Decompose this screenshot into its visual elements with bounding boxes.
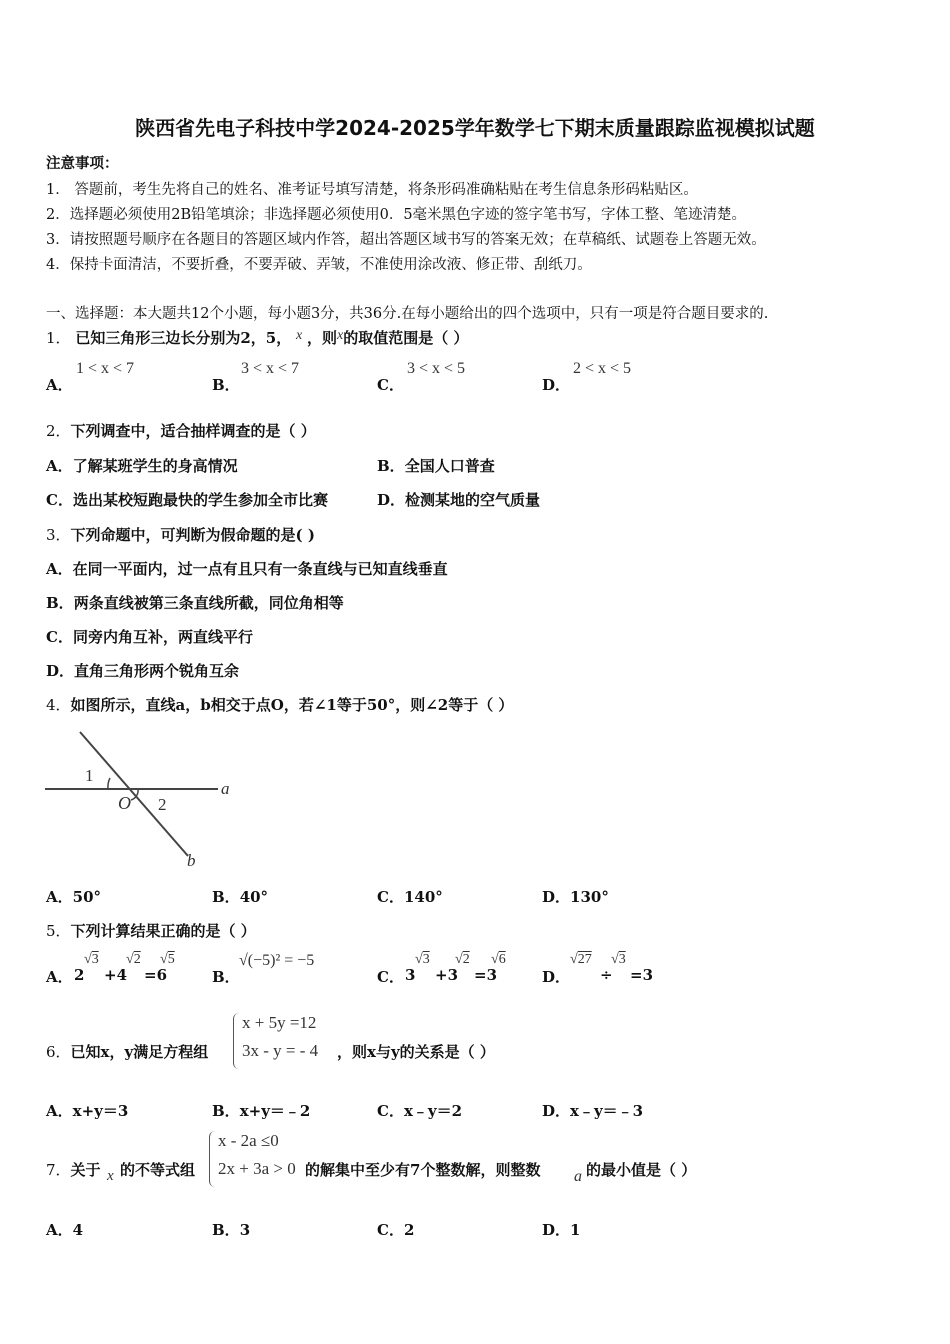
question-text: 的解集中至少有7个整数解，则整数 bbox=[305, 1161, 541, 1179]
question-number: 2． bbox=[46, 422, 71, 440]
question-3 bbox=[46, 524, 315, 545]
option-a: A．50° bbox=[46, 888, 102, 906]
option-b: B．40° bbox=[212, 888, 269, 906]
option-letter: A． bbox=[46, 968, 73, 986]
line-a-label: a bbox=[221, 779, 230, 798]
question-text: ，则x与y的关系是（ ） bbox=[337, 1043, 495, 1061]
point-o-label: O bbox=[118, 793, 131, 813]
question-text: 下列调查中，适合抽样调查的是（ ） bbox=[70, 422, 316, 440]
option-c: C．140° bbox=[377, 888, 443, 906]
option-letter: B． bbox=[212, 376, 240, 394]
question-text: 的取值范围是（ ） bbox=[343, 329, 469, 347]
question-text: 的最小值是（ ） bbox=[586, 1161, 697, 1179]
question-number: 7． bbox=[46, 1161, 71, 1179]
result: =3 bbox=[474, 966, 498, 984]
angle-1-label: 1 bbox=[85, 766, 94, 785]
question-number: 5． bbox=[46, 922, 71, 940]
option-expr: 3 < x < 7 bbox=[241, 360, 300, 377]
equation-system bbox=[233, 1013, 334, 1069]
option-a: A．在同一平面内，过一点有且只有一条直线与已知直线垂直 bbox=[46, 560, 448, 578]
question-text: 关于 bbox=[70, 1161, 101, 1179]
option-c: C．x﹣y＝2 bbox=[377, 1102, 463, 1120]
option-d: D．1 bbox=[542, 1221, 581, 1239]
option-d: D．x﹣y＝﹣3 bbox=[542, 1102, 644, 1120]
option-expr: 2 < x < 5 bbox=[573, 360, 632, 377]
sqrt-expr: √3 bbox=[611, 952, 626, 967]
option-letter: D． bbox=[542, 968, 571, 986]
option-b: B．全国人口普查 bbox=[377, 457, 495, 475]
angle-1-arc bbox=[108, 778, 110, 789]
question-number: 3． bbox=[46, 526, 71, 544]
question-number: 6． bbox=[46, 1043, 71, 1061]
option-d: D．130° bbox=[542, 888, 609, 906]
option-a: A．x+y＝3 bbox=[46, 1102, 129, 1120]
question-number: 4． bbox=[46, 696, 71, 714]
option-letter: B． bbox=[212, 968, 240, 986]
coefficient: 3 bbox=[405, 966, 416, 984]
question-6 bbox=[46, 1041, 208, 1062]
option-letter: D． bbox=[542, 376, 571, 394]
option-d: D．直角三角形两个锐角互余 bbox=[46, 662, 240, 680]
option-b: B．3 bbox=[212, 1221, 251, 1239]
option-letter: C． bbox=[377, 376, 404, 394]
equation-2: 3x - y = - 4 bbox=[242, 1041, 319, 1060]
question-number: 1． bbox=[46, 329, 71, 347]
option-b: B．两条直线被第三条直线所截，同位角相等 bbox=[46, 594, 344, 612]
option-letter: C． bbox=[377, 968, 404, 986]
variable-a: a bbox=[574, 1168, 582, 1185]
inequality-2: 2x + 3a > 0 bbox=[218, 1159, 296, 1178]
operator: +3 bbox=[435, 966, 459, 984]
sqrt-expr: √2 bbox=[126, 952, 141, 967]
question-7 bbox=[46, 1159, 101, 1180]
result: =6 bbox=[144, 966, 168, 984]
sqrt-expr: √2 bbox=[455, 952, 470, 967]
option-letter: A． bbox=[46, 376, 73, 394]
intersecting-lines-figure bbox=[40, 728, 240, 870]
notice-item: 3．请按照题号顺序在各题目的答题区域内作答，超出答题区域书写的答案无效；在草稿纸、试题卷上答题无效。 bbox=[46, 232, 766, 248]
notice-heading: 注意事项： bbox=[46, 155, 119, 172]
option-c: C．2 bbox=[377, 1221, 415, 1239]
result: =3 bbox=[630, 966, 654, 984]
option-expr: √(−5)² = −5 bbox=[239, 952, 315, 969]
question-text: 已知三角形三边长分别为2，5， bbox=[75, 329, 292, 347]
question-1 bbox=[46, 327, 468, 348]
option-c: C．选出某校短跑最快的学生参加全市比赛 bbox=[46, 491, 328, 509]
sqrt-expr: √5 bbox=[160, 952, 175, 967]
operator: +4 bbox=[104, 966, 128, 984]
question-text: 已知x，y满足方程组 bbox=[70, 1043, 209, 1061]
page-title: 陕西省先电子科技中学2024-2025学年数学七下期末质量跟踪监视模拟试题 bbox=[135, 116, 815, 140]
option-c: C．同旁内角互补，两直线平行 bbox=[46, 628, 253, 646]
variable-x: x bbox=[337, 328, 344, 343]
sqrt-expr: √27 bbox=[570, 952, 592, 967]
question-text: 下列命题中，可判断为假命题的是( ) bbox=[70, 526, 315, 544]
line-b bbox=[80, 732, 188, 856]
question-text: 下列计算结果正确的是（ ） bbox=[70, 922, 256, 940]
notice-item: 4．保持卡面清洁，不要折叠，不要弄破、弄皱，不准使用涂改液、修正带、刮纸刀。 bbox=[46, 257, 592, 273]
equation-1: x + 5y =12 bbox=[242, 1013, 317, 1032]
option-a: A．了解某班学生的身高情况 bbox=[46, 457, 238, 475]
section-header: 一、选择题：本大题共12个小题，每小题3分，共36分.在每小题给出的四个选项中，只有一项是符合题目要求的. bbox=[46, 306, 769, 322]
inequality-1: x - 2a ≤0 bbox=[218, 1131, 279, 1150]
coefficient: 2 bbox=[74, 966, 85, 984]
sqrt-expr: √3 bbox=[415, 952, 430, 967]
sqrt-expr: √6 bbox=[491, 952, 506, 967]
operator: ÷ bbox=[600, 966, 613, 984]
variable-x: x bbox=[107, 1168, 114, 1184]
question-text: ，则 bbox=[307, 329, 338, 347]
question-4 bbox=[46, 694, 513, 715]
option-b: B．x+y＝﹣2 bbox=[212, 1102, 311, 1120]
question-5 bbox=[46, 920, 256, 941]
line-b-label: b bbox=[187, 851, 196, 870]
option-expr: 1 < x < 7 bbox=[76, 360, 135, 377]
notice-item: 1． 答题前，考生先将自己的姓名、准考证号填写清楚，将条形码准确粘贴在考生信息条形码粘贴区。 bbox=[46, 182, 698, 198]
question-2 bbox=[46, 420, 316, 441]
inequality-system bbox=[209, 1131, 302, 1187]
option-d: D．检测某地的空气质量 bbox=[377, 491, 541, 509]
variable-x: x bbox=[296, 328, 303, 343]
notice-item: 2．选择题必须使用2B铅笔填涂；非选择题必须使用0．5毫米黑色字迹的签字笔书写，字体工整、笔迹清楚。 bbox=[46, 207, 747, 223]
question-text: 的不等式组 bbox=[120, 1161, 196, 1179]
angle-2-label: 2 bbox=[158, 795, 167, 814]
question-text: 如图所示，直线a，b相交于点O，若∠1等于50°，则∠2等于（ ） bbox=[70, 696, 514, 714]
sqrt-expr: √3 bbox=[84, 952, 99, 967]
option-expr: 3 < x < 5 bbox=[407, 360, 466, 377]
option-a: A．4 bbox=[46, 1221, 84, 1239]
